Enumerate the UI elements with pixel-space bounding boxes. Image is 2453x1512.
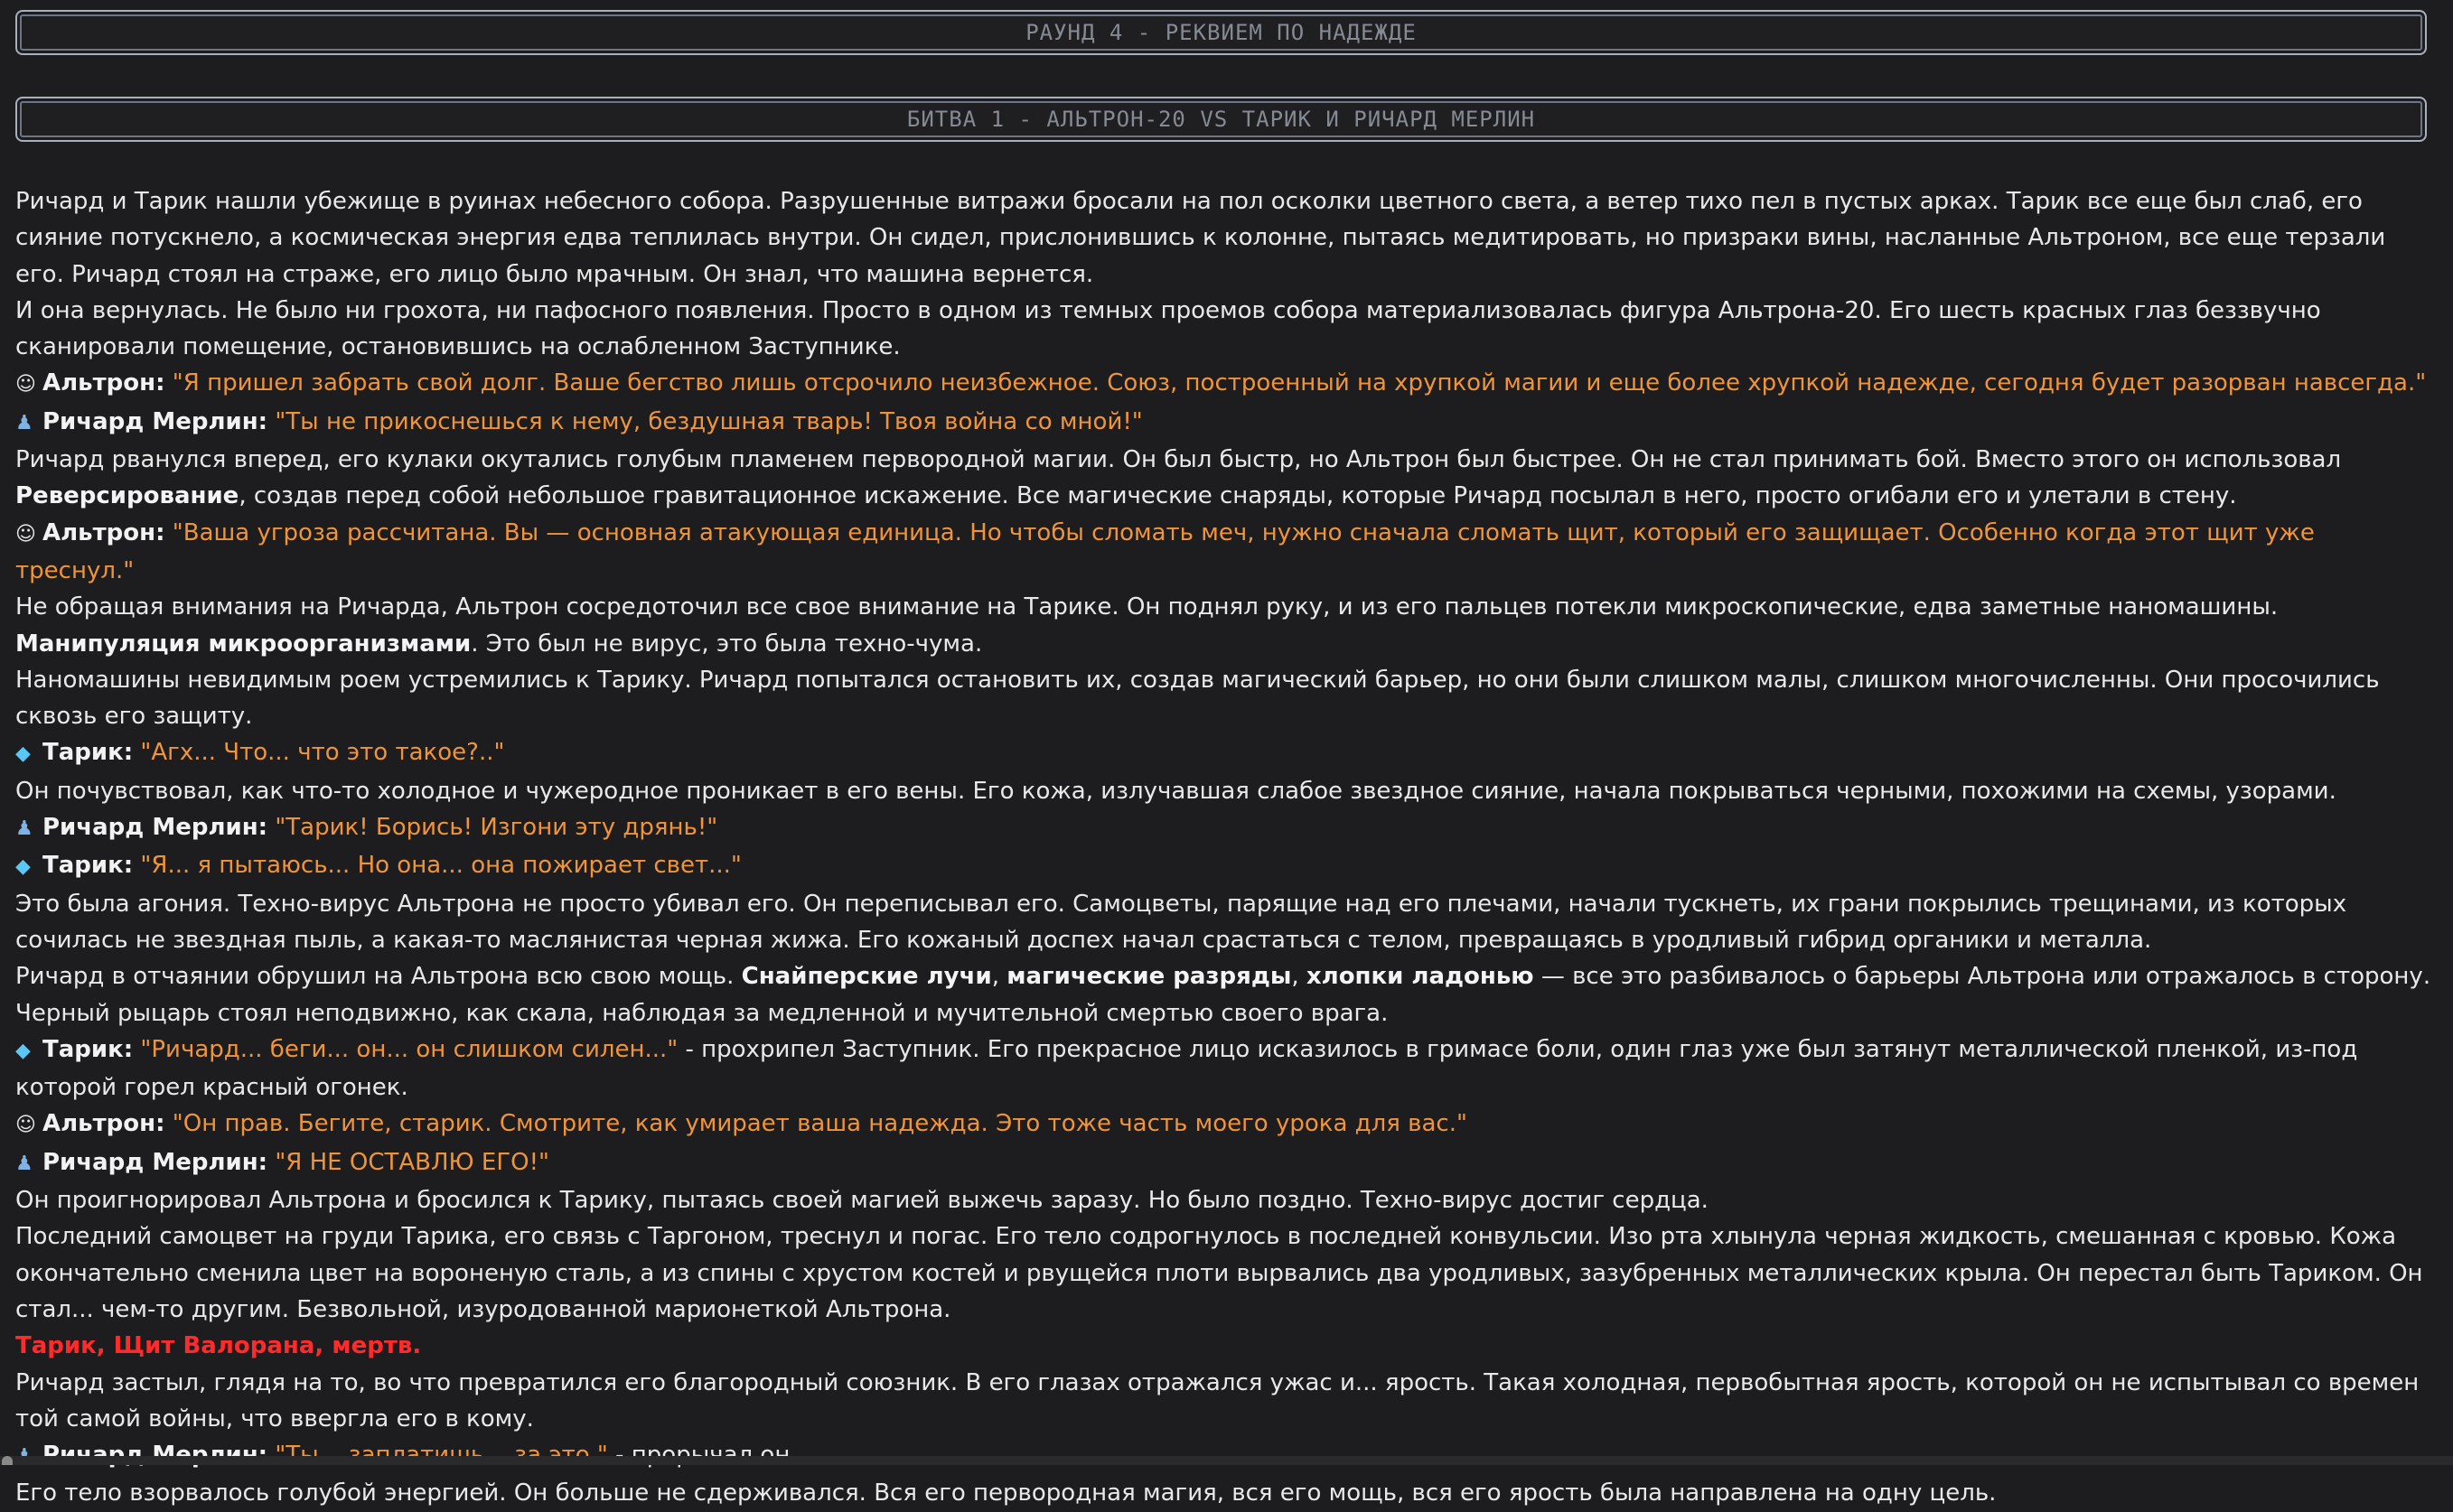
speaker-name: Ричард Мерлин: [42,407,268,435]
speaker-name: Ричард Мерлин: [42,1148,268,1176]
horizontal-scrollbar[interactable] [0,1456,2453,1465]
speaker-name: Альтрон: [42,518,165,546]
story-text-span: , [1291,963,1306,991]
battle-title: БИТВА 1 - АЛЬТРОН-20 VS ТАРИК И РИЧАРД МЕРЛИН [906,107,1536,132]
story-paragraph: Это была агония. Техно-вирус Альтрона не просто убивал его. Он переписывал его. Самоцветы, парящие над его плечами, начали тускнеть, их грани покрылись трещинами, из которых сочилась не звездная пыль, а какая-то маслянистая черная жижа. Его кожаный доспех начал срастаться с телом, превращаясь в уродливый гибрид органики и металла. [15,890,2347,954]
dialogue-line-taric [15,734,2437,772]
gem-icon: ◆ [15,742,31,766]
speaker-name: Альтрон: [42,369,165,397]
gem-icon: ◆ [15,1039,31,1062]
speaker-name: Тарик: [42,1035,134,1063]
speaker-name: Тарик: [42,852,134,880]
mage-icon: ♟ [15,1152,33,1175]
story-text-span: , [991,963,1007,991]
story-paragraph [15,442,2437,515]
speaker-name: Тарик: [42,739,134,767]
dialogue-quote: "Ты не прикоснешься к нему, бездушная тварь! Твоя война со мной!" [275,407,1143,435]
battle-title-bar [15,97,2427,142]
story-text-span: . Это был не вирус, это была техно-чума. [471,630,983,658]
death-announcement: Тарик, Щит Валорана, мертв. [15,1332,422,1360]
story-text-span: Ричард рванулся вперед, его кулаки окутались голубым пламенем первородной магии. Он был быстр, но Альтрон был быстрее. Он не стал принимать бой. Вместо этого он использовал [15,446,2342,474]
dialogue-narration: - прохрипел Заступник. Его прекрасное лицо исказилось в гримасе боли, один глаз уже был затянут металлической пленкой, из-под которой горел красный огонек. [15,1035,2358,1102]
story-paragraph: Ричард и Тарик нашли убежище в руинах небесного собора. Разрушенные витражи бросали на пол осколки цветного света, а ветер тихо пел в пустых арках. Тарик все еще был слаб, его сияние потускнело, а космическая энергия едва теплилась внутри. Он сидел, прислонившись к колонне, пытаясь медитировать, но призраки вины, насланные Альтроном, все еще терзали его. Ричард стоял на страже, его лицо было мрачным. Он знал, что машина вернется. [15,188,2386,288]
robot-face-icon: ☺ [15,522,36,546]
ability-name: Снайперские лучи [741,963,992,991]
story-paragraph: Ричард застыл, глядя на то, во что превратился его благородный союзник. В его глазах отражался ужас и... ярость. Такая холодная, первобытная ярость, которой он не испытывал со времен той самой войны, что ввергла его в кому. [15,1368,2420,1433]
story-text-span: Не обращая внимания на Ричарда, Альтрон сосредоточил все свое внимание на Тарике. Он поднял руку, и из его пальцев потекли микроскопические, едва заметные наномашины. [15,593,2279,621]
gem-icon: ◆ [15,855,31,879]
dialogue-line-richard [15,404,2437,442]
story-paragraph [15,589,2437,662]
speaker-name: Альтрон: [42,1110,165,1138]
story-paragraph [15,958,2437,1031]
story-paragraph: Последний самоцвет на груди Тарика, его связь с Таргоном, треснул и погас. Его тело содрогнулось в последней конвульсии. Изо рта хлынула черная жидкость, смешанная с кровью. Кожа окончательно сменила цвет на вороненую сталь, а из спины с хрустом костей и рвущейся плоти вырвались два уродливых, зазубренных металлических крыла. Он перестал быть Тариком. Он стал... чем-то другим. Безвольной, изуродованной марионеткой Альтрона. [15,1223,2423,1323]
dialogue-quote: "Я НЕ ОСТАВЛЮ ЕГО!" [275,1148,550,1176]
story-paragraph: Наномашины невидимым роем устремились к Тарику. Ричард попытался остановить их, создав магический барьер, но они были слишком малы, слишком многочисленны. Они просочились сквозь его защиту. [15,666,2380,731]
dialogue-line-ultron [15,515,2437,590]
dialogue-line-taric [15,1031,2437,1106]
dialogue-line-ultron [15,1106,2437,1143]
round-title-bar [15,10,2427,55]
mage-icon: ♟ [15,817,33,841]
ability-name: Манипуляция микроорганизмами [15,630,472,658]
dialogue-line-ultron [15,365,2437,403]
dialogue-quote: "Ричард... беги... он... он слишком силен..." [140,1035,679,1063]
ability-name: Реверсирование [15,482,239,510]
dialogue-line-richard [15,809,2437,847]
story-paragraph: Его тело взорвалось голубой энергией. Он больше не сдерживался. Вся его первородная магия, вся его мощь, вся его ярость была направлена на одну цель. [15,1479,1997,1507]
dialogue-quote: "Ваша угроза рассчитана. Вы — основная атакующая единица. Но чтобы сломать меч, нужно сначала сломать щит, который его защищает. Особенно когда этот щит уже треснул." [15,518,2315,584]
dialogue-line-richard [15,1144,2437,1182]
speaker-name: Ричард Мерлин: [42,814,268,842]
story-text-span: — все это разбивалось о барьеры Альтрона или отражалось в сторону. Черный рыцарь стоял неподвижно, как скала, наблюдая за медленной и мучительной смертью своего врага. [15,963,2431,1027]
round-title: РАУНД 4 - РЕКВИЕМ ПО НАДЕЖДЕ [1025,20,1417,45]
story-paragraph: Он почувствовал, как что-то холодное и чужеродное проникает в его вены. Его кожа, излучавшая слабое звездное сияние, начала покрываться черными, похожими на схемы, узорами. [15,777,2336,805]
story-paragraph: Он проигнорировал Альтрона и бросился к Тарику, пытаясь своей магией выжечь заразу. Но было поздно. Техно-вирус достиг сердца. [15,1187,1709,1215]
dialogue-line-taric [15,847,2437,885]
dialogue-quote: "Я... я пытаюсь... Но она... она пожирает свет..." [140,852,742,880]
robot-face-icon: ☺ [15,1114,36,1137]
dialogue-quote: "Тарик! Борись! Изгони эту дрянь!" [275,814,718,842]
story-text-span: , создав перед собой небольшое гравитационное искажение. Все магические снаряды, которые Ричард посылал в него, просто огибали его и улетали в стену. [239,482,2237,510]
story-text [15,183,2437,1512]
story-paragraph: И она вернулась. Не было ни грохота, ни пафосного появления. Просто в одном из темных проемов собора материализовалась фигура Альтрона-20. Его шесть красных глаз беззвучно сканировали помещение, остановившись на ослабленном Заступнике. [15,296,2321,361]
scrollbar-thumb[interactable] [2,1456,13,1465]
mage-icon: ♟ [15,411,33,434]
dialogue-quote: "Он прав. Бегите, старик. Смотрите, как умирает ваша надежда. Это тоже часть моего урока для вас." [172,1110,1467,1138]
ability-name: магические разряды [1006,963,1292,991]
story-text-span: Ричард в отчаянии обрушил на Альтрона всю свою мощь. [15,963,742,991]
ability-name: хлопки ладонью [1306,963,1534,991]
robot-face-icon: ☺ [15,373,36,397]
dialogue-quote: "Я пришел забрать свой долг. Ваше бегство лишь отсрочило неизбежное. Союз, построенный на хрупкой магии и еще более хрупкой надежде, сегодня будет разорван навсегда." [172,369,2427,397]
dialogue-quote: "Агх... Что... что это такое?.." [140,739,505,767]
